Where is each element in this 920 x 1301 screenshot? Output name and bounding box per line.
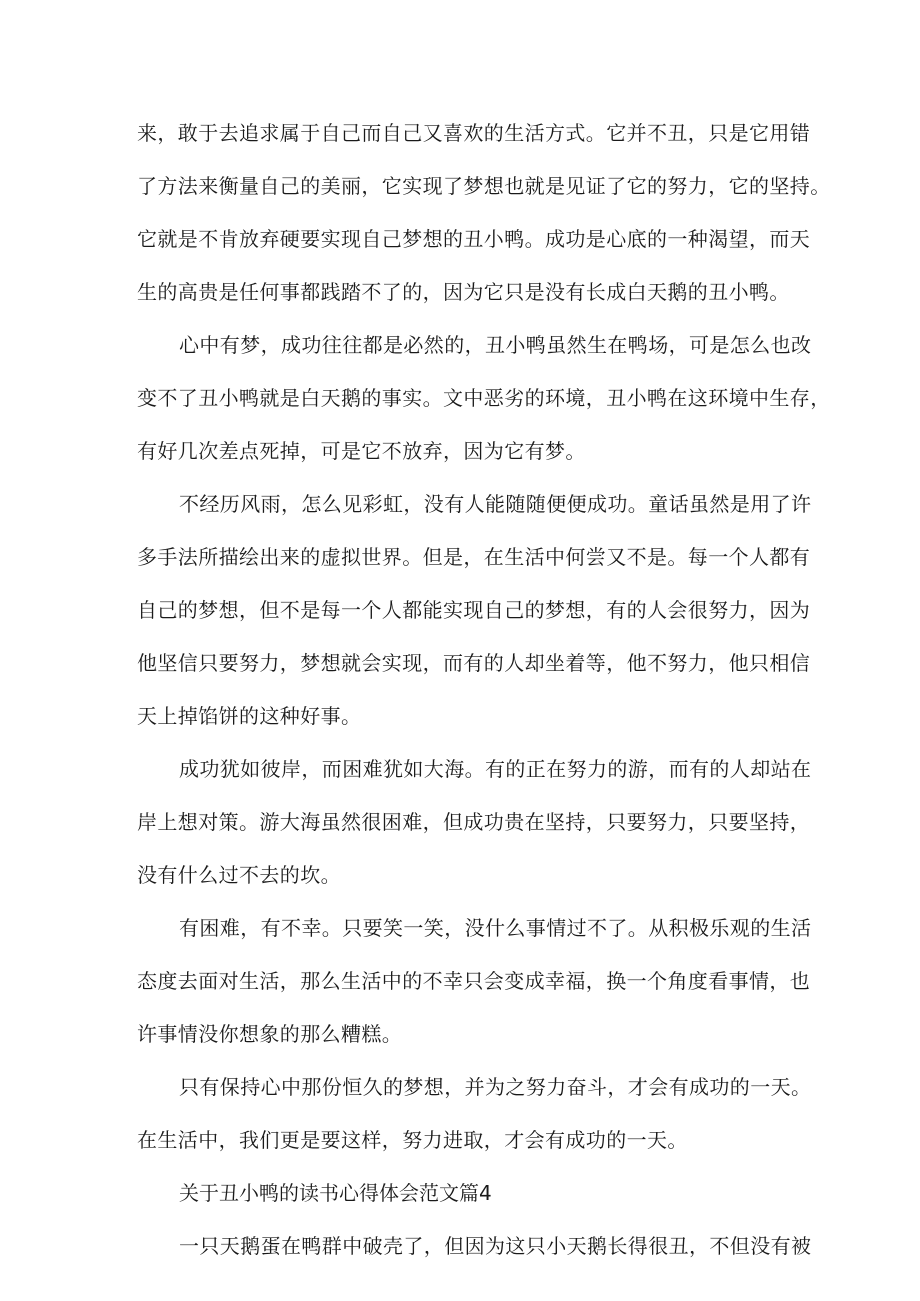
paragraph-1-line-4: 生的高贵是任何事都践踏不了的，因为它只是没有长成白天鹅的丑小鸭。	[137, 280, 790, 304]
paragraph-7-line-1: 一只天鹅蛋在鸭群中破壳了，但因为这只小天鹅长得很丑，不但没有被	[179, 1234, 812, 1258]
paragraph-5-line-3: 许事情没你想象的那么糟糕。	[137, 1022, 403, 1046]
paragraph-5-line-2: 态度去面对生活，那么生活中的不幸只会变成幸福，换一个角度看事情，也	[137, 969, 811, 993]
section-heading: 关于丑小鸭的读书心得体会范文篇4	[179, 1181, 492, 1205]
paragraph-6-line-1: 只有保持心中那份恒久的梦想，并为之努力奋斗，才会有成功的一天。	[179, 1075, 812, 1099]
paragraph-2-line-1: 心中有梦，成功往往都是必然的，丑小鸭虽然生在鸭场，可是怎么也改	[179, 333, 812, 357]
paragraph-1-line-1: 来，敢于去追求属于自己而自己又喜欢的生活方式。它并不丑，只是它用错	[137, 121, 811, 145]
paragraph-6-line-2: 在生活中，我们更是要这样，努力进取，才会有成功的一天。	[137, 1128, 688, 1152]
paragraph-1-line-3: 它就是不肯放弃硬要实现自己梦想的丑小鸭。成功是心底的一种渴望，而天	[137, 227, 811, 251]
paragraph-3-line-5: 天上掉馅饼的这种好事。	[137, 704, 362, 728]
paragraph-3-line-4: 他坚信只要努力，梦想就会实现，而有的人却坐着等，他不努力，他只相信	[137, 651, 811, 675]
paragraph-4-line-3: 没有什么过不去的坎。	[137, 863, 341, 887]
paragraph-4-line-1: 成功犹如彼岸，而困难犹如大海。有的正在努力的游，而有的人却站在	[179, 757, 812, 781]
paragraph-1-line-2: 了方法来衡量自己的美丽，它实现了梦想也就是见证了它的努力，它的坚持。	[137, 174, 831, 198]
paragraph-2-line-3: 有好几次差点死掉，可是它不放弃，因为它有梦。	[137, 439, 586, 463]
paragraph-3-line-2: 多手法所描绘出来的虚拟世界。但是，在生活中何尝又不是。每一个人都有	[137, 545, 811, 569]
paragraph-5-line-1: 有困难，有不幸。只要笑一笑，没什么事情过不了。从积极乐观的生活	[179, 916, 812, 940]
paragraph-3-line-1: 不经历风雨，怎么见彩虹，没有人能随随便便成功。童话虽然是用了许	[179, 492, 812, 516]
paragraph-4-line-2: 岸上想对策。游大海虽然很困难，但成功贵在坚持，只要努力，只要坚持，	[137, 810, 811, 834]
paragraph-2-line-2: 变不了丑小鸭就是白天鹅的事实。文中恶劣的环境，丑小鸭在这环境中生存，	[137, 386, 831, 410]
paragraph-3-line-3: 自己的梦想，但不是每一个人都能实现自己的梦想，有的人会很努力，因为	[137, 598, 811, 622]
